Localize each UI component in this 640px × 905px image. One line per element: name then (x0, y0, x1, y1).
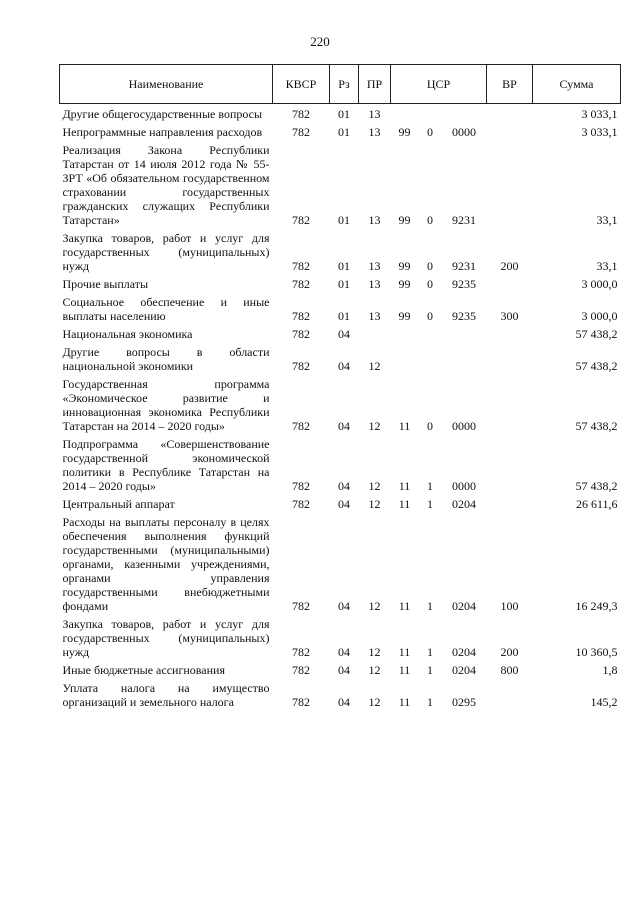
row-kvsr: 782 (292, 359, 310, 373)
table-row (60, 274, 621, 292)
row-rz: 01 (338, 259, 350, 273)
row-name: Другие общегосударственные вопросы (62, 107, 263, 121)
row-rz: 04 (338, 497, 350, 511)
row-vr (487, 122, 533, 140)
budget-table (59, 64, 621, 710)
row-kvsr: 782 (292, 277, 310, 291)
row-csr-direction: 0204 (452, 663, 476, 677)
header-pr: ПР (359, 65, 391, 104)
row-kvsr: 782 (292, 645, 310, 659)
table-row (60, 342, 621, 374)
header-sum: Сумма (533, 65, 621, 104)
table-header-row (60, 65, 621, 104)
row-rz: 01 (338, 277, 350, 291)
row-csr-program: 11 (398, 497, 411, 511)
row-sum: 145,2 (590, 695, 618, 709)
row-csr-subprogram: 1 (427, 599, 433, 613)
row-csr-program: 11 (398, 419, 411, 433)
row-sum: 16 249,3 (575, 599, 618, 613)
row-csr-subprogram: 1 (427, 695, 433, 709)
table-row (60, 434, 621, 494)
table-row (60, 512, 621, 614)
row-vr (487, 104, 533, 122)
row-csr-direction: 0204 (452, 497, 476, 511)
row-vr (487, 324, 533, 342)
row-csr-direction: 0000 (452, 479, 476, 493)
row-kvsr: 782 (292, 497, 310, 511)
header-vr: ВР (487, 65, 533, 104)
row-name: Реализация Закона Республики Татарстан от 14 июля 2012 года № 55-ЗРТ «Об обязательном государственном страховании государственных гражданских служащих Республики Татарстан» (62, 143, 270, 227)
row-csr-program (391, 324, 419, 342)
row-sum: 33,1 (596, 213, 618, 227)
row-vr (487, 678, 533, 710)
row-pr: 12 (368, 479, 381, 493)
row-csr-program: 11 (398, 599, 411, 613)
row-kvsr: 782 (292, 107, 310, 121)
row-csr-direction: 0000 (452, 419, 476, 433)
row-pr: 13 (368, 125, 381, 139)
row-name: Социальное обеспечение и иные выплаты населению (62, 295, 270, 323)
row-sum: 3 033,1 (581, 125, 618, 139)
row-vr: 300 (500, 309, 519, 323)
row-kvsr: 782 (292, 419, 310, 433)
header-kvsr: КВСР (273, 65, 330, 104)
row-sum: 57 438,2 (575, 327, 618, 341)
table-row (60, 678, 621, 710)
row-csr-program: 99 (398, 213, 411, 227)
row-name: Другие вопросы в области национальной экономики (62, 345, 270, 373)
row-csr-subprogram: 1 (427, 497, 433, 511)
row-csr-program: 11 (398, 479, 411, 493)
row-rz: 04 (338, 327, 350, 341)
row-rz: 04 (338, 695, 350, 709)
row-kvsr: 782 (292, 309, 310, 323)
row-csr-subprogram: 0 (427, 213, 433, 227)
row-csr-direction (442, 324, 487, 342)
row-vr: 100 (500, 599, 519, 613)
row-csr-subprogram: 1 (427, 645, 433, 659)
row-sum: 26 611,6 (575, 497, 618, 511)
row-csr-program: 11 (398, 663, 411, 677)
table-row (60, 228, 621, 274)
row-pr: 12 (368, 599, 381, 613)
row-csr-subprogram: 0 (427, 259, 433, 273)
row-csr-direction (442, 104, 487, 122)
row-csr-subprogram: 0 (427, 419, 433, 433)
row-kvsr: 782 (292, 663, 310, 677)
row-pr: 13 (368, 277, 381, 291)
row-csr-direction: 0204 (452, 645, 476, 659)
row-kvsr: 782 (292, 259, 310, 273)
table-row (60, 140, 621, 228)
row-vr: 200 (500, 645, 519, 659)
row-kvsr: 782 (292, 479, 310, 493)
row-pr: 12 (368, 663, 381, 677)
row-csr-subprogram (419, 104, 442, 122)
row-sum: 1,8 (602, 663, 618, 677)
row-csr-subprogram: 0 (427, 277, 433, 291)
row-pr: 13 (368, 213, 381, 227)
row-csr-direction: 0000 (452, 125, 476, 139)
row-csr-subprogram: 1 (427, 479, 433, 493)
row-name: Центральный аппарат (62, 497, 175, 511)
table-row (60, 614, 621, 660)
row-sum: 10 360,5 (575, 645, 618, 659)
row-csr-program: 99 (398, 259, 411, 273)
row-name: Закупка товаров, работ и услуг для государственных (муниципальных) нужд (62, 231, 270, 273)
row-kvsr: 782 (292, 327, 310, 341)
row-csr-program: 99 (398, 277, 411, 291)
row-csr-program (391, 104, 419, 122)
row-vr (487, 434, 533, 494)
row-sum: 57 438,2 (575, 359, 618, 373)
row-pr: 13 (368, 309, 381, 323)
row-pr: 12 (368, 645, 381, 659)
row-sum: 57 438,2 (575, 419, 618, 433)
row-pr: 12 (368, 359, 381, 373)
row-csr-direction: 0204 (452, 599, 476, 613)
table-row (60, 660, 621, 678)
header-csr: ЦСР (391, 65, 487, 104)
header-name: Наименование (60, 65, 273, 104)
row-csr-subprogram (419, 324, 442, 342)
row-csr-subprogram: 0 (427, 125, 433, 139)
table-body (60, 104, 621, 710)
header-rz: Рз (330, 65, 359, 104)
row-pr: 13 (368, 107, 381, 121)
row-rz: 04 (338, 599, 350, 613)
row-csr-direction: 9231 (452, 259, 476, 273)
row-name: Подпрограмма «Совершенствование государственной экономической политики в Республике Татарстан на 2014 – 2020 годы» (62, 437, 270, 493)
row-vr (487, 494, 533, 512)
row-vr (487, 140, 533, 228)
page-number: 220 (310, 34, 330, 49)
row-name: Уплата налога на имущество организаций и земельного налога (62, 681, 270, 709)
row-vr (487, 342, 533, 374)
row-name: Непрограммные направления расходов (62, 125, 263, 139)
row-name: Прочие выплаты (62, 277, 149, 291)
row-rz: 04 (338, 479, 350, 493)
row-pr (359, 324, 391, 342)
row-name: Иные бюджетные ассигнования (62, 663, 225, 677)
row-name: Расходы на выплаты персоналу в целях обеспечения выполнения функций государственными (муниципальными) органами, казенными учреждениями, органами управления государственными внебюджетными фондами (62, 515, 270, 613)
row-name: Национальная экономика (62, 327, 193, 341)
row-csr-direction: 9231 (452, 213, 476, 227)
row-pr: 13 (368, 259, 381, 273)
row-rz: 04 (338, 419, 350, 433)
row-csr-direction (442, 342, 487, 374)
row-rz: 01 (338, 213, 350, 227)
table-row (60, 292, 621, 324)
table-row (60, 494, 621, 512)
row-kvsr: 782 (292, 599, 310, 613)
table-row (60, 374, 621, 434)
row-rz: 01 (338, 309, 350, 323)
row-vr: 200 (500, 259, 519, 273)
row-rz: 04 (338, 645, 350, 659)
row-kvsr: 782 (292, 125, 310, 139)
row-csr-direction: 0295 (452, 695, 476, 709)
row-csr-program: 11 (398, 645, 411, 659)
row-name: Закупка товаров, работ и услуг для государственных (муниципальных) нужд (62, 617, 270, 659)
row-rz: 01 (338, 125, 350, 139)
row-csr-program: 99 (398, 125, 411, 139)
row-name: Государственная программа «Экономическое развитие и инновационная экономика Республики Татарстан на 2014 – 2020 годы» (62, 377, 270, 433)
row-csr-subprogram: 0 (427, 309, 433, 323)
row-csr-subprogram: 1 (427, 663, 433, 677)
row-csr-program: 11 (398, 695, 411, 709)
row-pr: 12 (368, 419, 381, 433)
row-vr (487, 374, 533, 434)
row-csr-direction: 9235 (452, 277, 476, 291)
table-row (60, 324, 621, 342)
row-vr (487, 274, 533, 292)
row-pr: 12 (368, 497, 381, 511)
row-rz: 04 (338, 359, 350, 373)
row-sum: 3 000,0 (581, 277, 618, 291)
row-sum: 33,1 (596, 259, 618, 273)
row-csr-program (391, 342, 419, 374)
row-rz: 04 (338, 663, 350, 677)
row-sum: 3 033,1 (581, 107, 618, 121)
row-sum: 3 000,0 (581, 309, 618, 323)
row-pr: 12 (368, 695, 381, 709)
row-csr-program: 99 (398, 309, 411, 323)
row-sum: 57 438,2 (575, 479, 618, 493)
row-kvsr: 782 (292, 213, 310, 227)
row-rz: 01 (338, 107, 350, 121)
row-csr-direction: 9235 (452, 309, 476, 323)
row-kvsr: 782 (292, 695, 310, 709)
table-row (60, 122, 621, 140)
row-csr-subprogram (419, 342, 442, 374)
row-vr: 800 (500, 663, 519, 677)
table-row (60, 104, 621, 122)
